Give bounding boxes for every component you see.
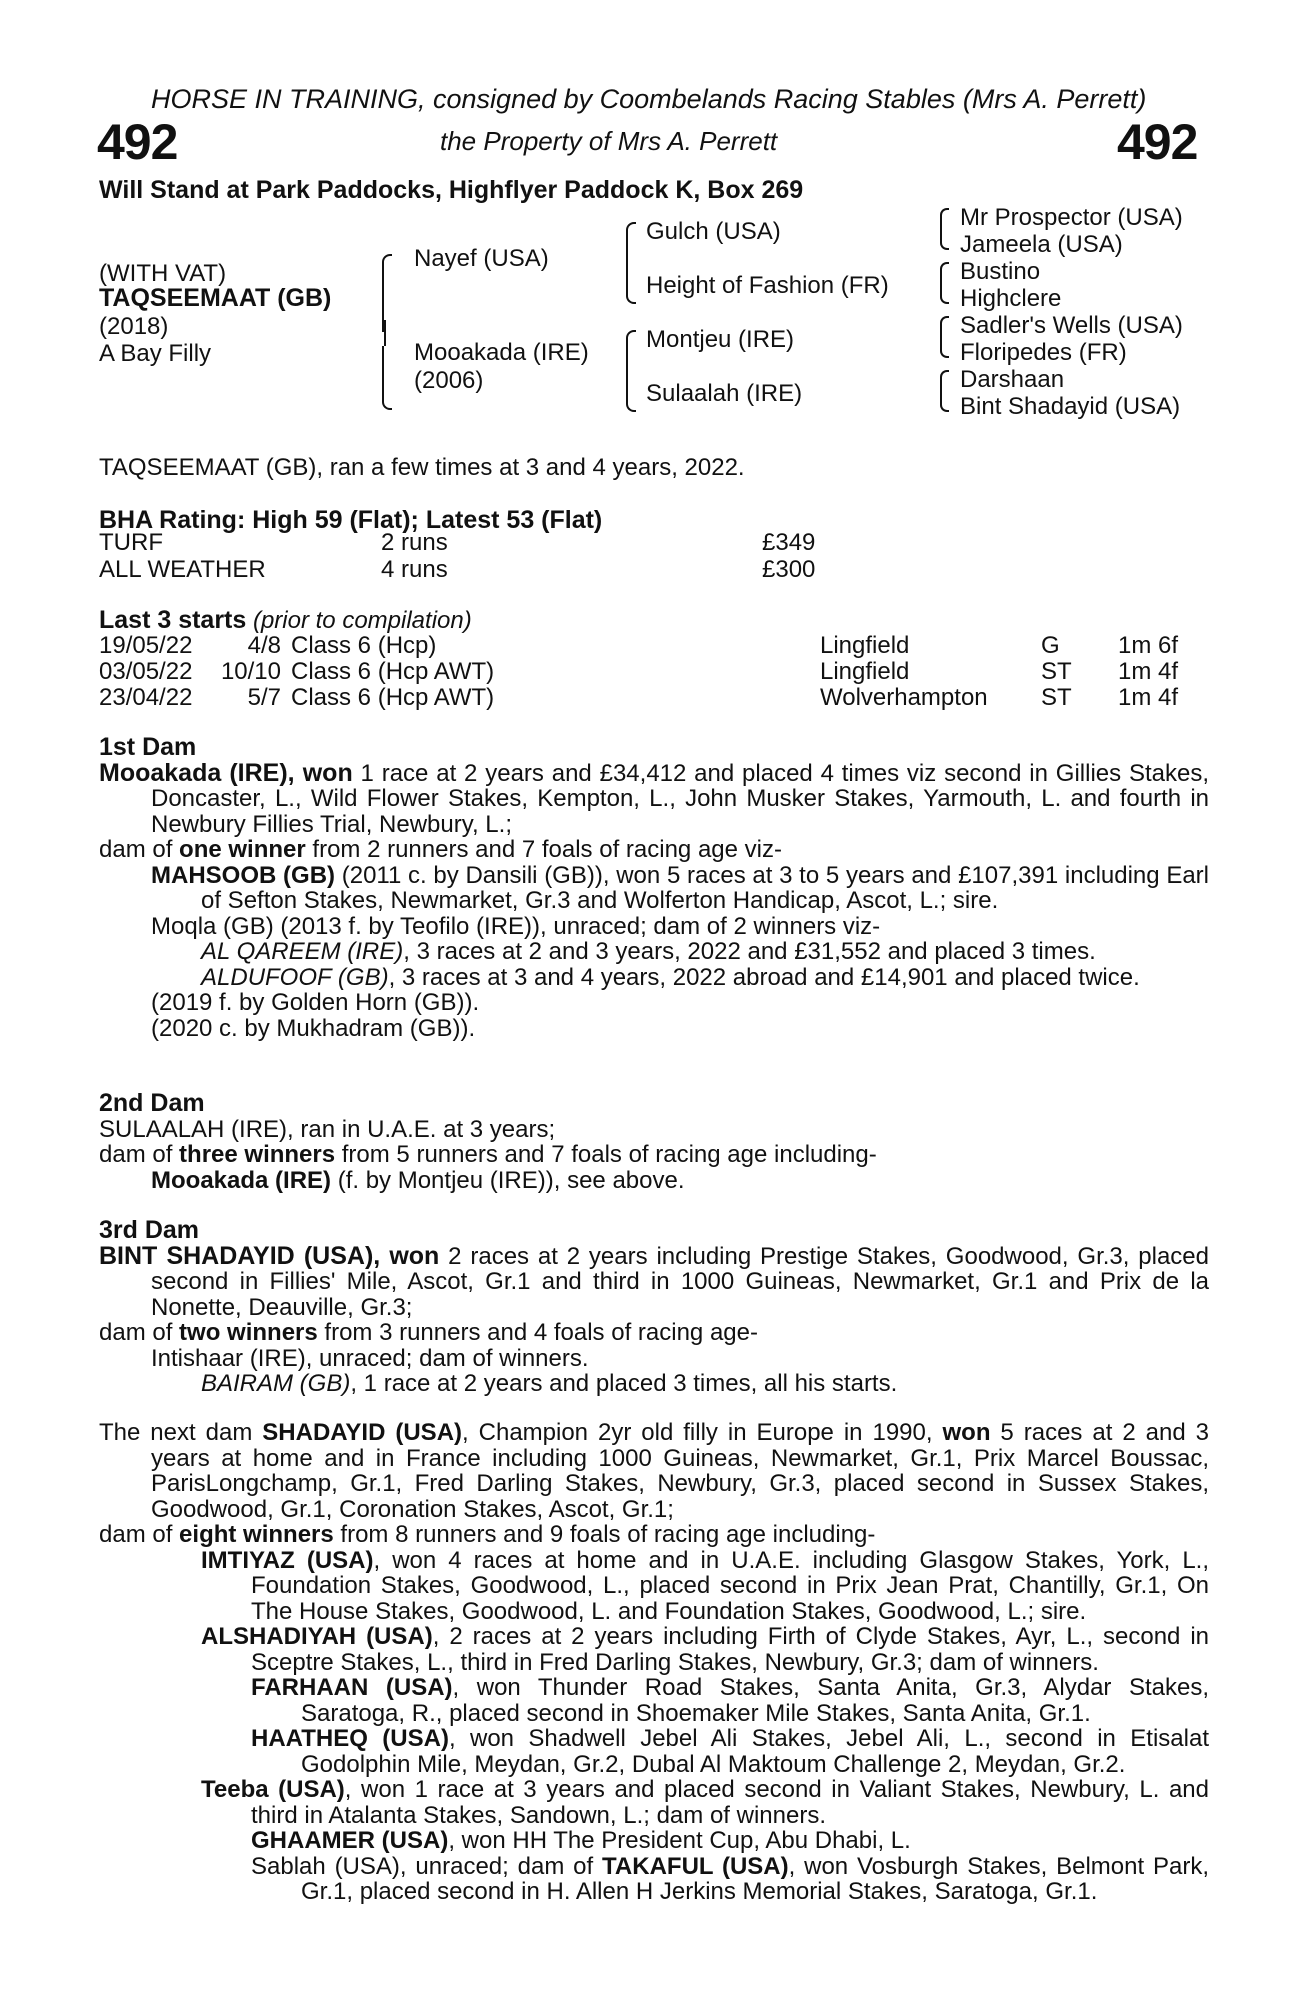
- winner-count: one winner: [179, 836, 306, 863]
- pedigree-g3-4: Highclere: [960, 285, 1062, 312]
- winner-count: eight winners: [179, 1521, 334, 1548]
- third-dam-heading: 3rd Dam: [99, 1216, 200, 1244]
- dam-name: SHADAYID (USA): [262, 1419, 463, 1446]
- brace-dam: [626, 330, 636, 412]
- produce-entry: [99, 939, 1209, 965]
- dam-name: BINT SHADAYID (USA), won: [99, 1241, 440, 1270]
- produce-name: GHAAMER (USA): [251, 1827, 449, 1854]
- produce-name: BAIRAM (GB): [201, 1370, 351, 1397]
- lot-number-left: 492: [97, 114, 178, 170]
- pedigree-g3-7: Darshaan: [960, 366, 1065, 393]
- pedigree-dam-year: (2006): [414, 367, 484, 394]
- produce-name: Teeba (USA): [201, 1776, 345, 1803]
- produce-entry: Intishaar (IRE), unraced; dam of winners.: [151, 1344, 589, 1372]
- produce-text: , won Shadwell Jebel Ali Stakes, Jebel Ali, L., second in Etisalat Godolphin Mile, Meydan, Gr.2, Dubal Al Maktoum Challenge 2, Meydan, Gr.2.: [301, 1725, 1209, 1778]
- produce-entry: [99, 1828, 1209, 1854]
- last-starts-note: (prior to compilation): [252, 607, 472, 634]
- text: , Champion 2yr old filly in Europe in 1990,: [462, 1419, 943, 1446]
- start-position: 4/8: [247, 632, 281, 659]
- first-dam-section: [99, 735, 1209, 1041]
- next-dam-produce-summary: [99, 1522, 1209, 1548]
- pedigree-dam-dam: Sulaalah (IRE): [646, 380, 803, 407]
- produce-text: (f. by Montjeu (IRE)), see above.: [331, 1166, 685, 1194]
- winner-count: two winners: [179, 1319, 318, 1346]
- start-course: Lingfield: [820, 658, 910, 685]
- next-dam-section: [99, 1420, 1209, 1905]
- text: from 3 runners and 4 foals of racing age-: [317, 1319, 758, 1346]
- bha-rating-title: BHA Rating: High 59 (Flat); Latest 53 (Flat): [99, 506, 603, 534]
- pedigree-g3-8: Bint Shadayid (USA): [960, 393, 1181, 420]
- brace-main-bottom: [382, 346, 392, 410]
- produce-entry: [99, 1854, 1209, 1905]
- produce-entry: [99, 1168, 1209, 1194]
- brace-g3-3: [940, 316, 949, 358]
- start-date: 03/05/22: [99, 658, 193, 685]
- produce-entry: [99, 1777, 1209, 1828]
- produce-name: ALDUFOOF (GB): [201, 963, 389, 991]
- produce-name: AL QAREEM (IRE): [201, 938, 404, 965]
- start-date: 23/04/22: [99, 684, 193, 711]
- second-dam-record: SULAALAH (IRE), ran in U.A.E. at 3 years;: [99, 1115, 556, 1143]
- text: dam of: [99, 1141, 180, 1168]
- produce-text: , won HH The President Cup, Abu Dhabi, L.: [448, 1827, 911, 1854]
- produce-entry: [99, 1726, 1209, 1777]
- produce-name: MAHSOOB (GB): [151, 861, 336, 889]
- stand-line: Will Stand at Park Paddocks, Highflyer Paddock K, Box 269: [99, 176, 804, 204]
- produce-text: (2011 c. by Dansili (GB)), won 5 races at 3 to 5 years and £107,391 including Earl of Sefton Stakes, Newmarket, Gr.3 and Wolferton Handicap, Ascot, L.; sire.: [201, 861, 1210, 914]
- produce-entry: Moqla (GB) (2013 f. by Teofilo (IRE)), unraced; dam of 2 winners viz-: [151, 912, 881, 940]
- produce-entry: (2019 f. by Golden Horn (GB)).: [151, 989, 480, 1016]
- pedigree-sire-sire: Gulch (USA): [646, 218, 781, 245]
- produce-name: Mooakada (IRE): [151, 1166, 332, 1194]
- produce-text: , 3 races at 3 and 4 years, 2022 abroad and £14,901 and placed twice.: [388, 963, 1140, 991]
- text: dam of: [99, 1521, 180, 1548]
- rating-runs: 4 runs: [381, 556, 448, 583]
- rating-surface: ALL WEATHER: [99, 556, 266, 583]
- pedigree-dam: Mooakada (IRE): [414, 339, 589, 366]
- start-class: Class 6 (Hcp): [291, 632, 437, 659]
- start-distance: 1m 6f: [1118, 632, 1179, 659]
- horse-year: (2018): [99, 313, 169, 340]
- pedigree-sire: Nayef (USA): [414, 245, 549, 272]
- produce-text: , won 1 race at 3 years and placed second in Valiant Stakes, Newbury, L. and third in Atalanta Stakes, Sandown, L.; dam of winners.: [251, 1776, 1210, 1829]
- dam-record-text: 1 race at 2 years and £34,412 and placed 4 times viz second in Gillies Stakes, Doncaster, L., Wild Flower Stakes, Kempton, L., John Musker Stakes, Yarmouth, L. and fourth in Newbury Fillies Trial, Newbury, L.;: [151, 759, 1209, 838]
- rating-prize: £300: [762, 556, 816, 583]
- rating-surface: TURF: [99, 529, 163, 556]
- dam-name: Mooakada (IRE), won: [99, 758, 353, 787]
- brace-g3-2: [940, 262, 949, 304]
- produce-text: , won 4 races at home and in U.A.E. including Glasgow Stakes, York, L., Foundation Stakes, Goodwood, L., placed second in Prix Jean Prat, Chantilly, Gr.1, On The House Stakes, Goodwood, L. and Foundation Stakes, Goodwood, L.; sire.: [251, 1546, 1210, 1625]
- pedigree-g3-3: Bustino: [960, 258, 1041, 285]
- start-course: Wolverhampton: [820, 684, 988, 711]
- last-starts-title: Last 3 starts: [99, 606, 247, 634]
- last-starts-heading: [99, 608, 472, 633]
- start-distance: 1m 4f: [1118, 684, 1179, 711]
- pedigree-g3-6: Floripedes (FR): [960, 339, 1127, 366]
- pedigree-g3-2: Jameela (USA): [960, 231, 1123, 258]
- next-dam-record: [99, 1420, 1209, 1522]
- horse-description: A Bay Filly: [99, 340, 212, 367]
- lot-number-right: 492: [1117, 114, 1198, 170]
- produce-text: , won Thunder Road Stakes, Santa Anita, Gr.3, Alydar Stakes, Saratoga, R., placed second in Shoemaker Mile Stakes, Santa Anita, Gr.1.: [301, 1674, 1209, 1727]
- brace-g3-4: [940, 370, 949, 412]
- first-dam-produce-summary: [99, 837, 1209, 863]
- vat-note: (WITH VAT): [99, 260, 227, 287]
- text: The next dam: [99, 1419, 263, 1446]
- start-position: 10/10: [220, 658, 281, 685]
- second-dam-produce-summary: [99, 1142, 1209, 1168]
- racing-summary: TAQSEEMAAT (GB), ran a few times at 3 and 4 years, 2022.: [99, 454, 745, 481]
- produce-name: IMTIYAZ (USA): [201, 1546, 374, 1574]
- produce-entry: [99, 965, 1209, 991]
- start-class: Class 6 (Hcp AWT): [291, 684, 495, 711]
- produce-entry: [99, 1624, 1209, 1675]
- start-going: G: [1041, 632, 1060, 659]
- text: dam of: [99, 1319, 180, 1346]
- produce-name: ALSHADIYAH (USA): [201, 1623, 433, 1650]
- pedigree-g3-5: Sadler's Wells (USA): [960, 312, 1183, 339]
- first-dam-heading: 1st Dam: [99, 733, 197, 761]
- produce-name: TAKAFUL (USA): [602, 1852, 789, 1880]
- winner-count: three winners: [179, 1141, 336, 1168]
- start-distance: 1m 4f: [1118, 658, 1179, 685]
- second-dam-heading: 2nd Dam: [99, 1089, 205, 1117]
- start-going: ST: [1041, 684, 1072, 711]
- pedigree-sire-dam: Height of Fashion (FR): [646, 272, 889, 299]
- rating-runs: 2 runs: [381, 529, 448, 556]
- text: won: [942, 1419, 991, 1446]
- produce-text: , 2 races at 2 years including Firth of Clyde Stakes, Ayr, L., second in Sceptre Stakes, L., third in Fred Darling Stakes, Newbury, Gr.3; dam of winners.: [251, 1623, 1210, 1676]
- produce-name: FARHAAN (USA): [251, 1674, 453, 1701]
- second-dam-section: [99, 1091, 1209, 1193]
- brace-sire: [626, 222, 636, 304]
- rating-prize: £349: [762, 529, 816, 556]
- pedigree-g3-1: Mr Prospector (USA): [960, 204, 1183, 231]
- produce-entry: [99, 1548, 1209, 1625]
- text: dam of: [99, 836, 180, 863]
- third-dam-record: [99, 1241, 1209, 1321]
- third-dam-produce-summary: [99, 1320, 1209, 1346]
- dam-record-text: 2 races at 2 years including Prestige Stakes, Goodwood, Gr.3, placed second in Fillies' Mile, Ascot, Gr.1 and third in 1000 Guineas, Newmarket, Gr.1 and Prix de la Nonette, Deauville, Gr.3;: [151, 1242, 1209, 1321]
- produce-entry: [99, 1675, 1209, 1726]
- produce-text: , 1 race at 2 years and placed 3 times, all his starts.: [350, 1370, 898, 1397]
- brace-main-point: [372, 320, 386, 346]
- start-course: Lingfield: [820, 632, 910, 659]
- property-line: the Property of Mrs A. Perrett: [440, 126, 778, 156]
- first-dam-record: [99, 758, 1209, 838]
- pedigree-dam-sire: Montjeu (IRE): [646, 326, 795, 353]
- produce-name: Sablah (USA), unraced; dam of: [251, 1852, 603, 1880]
- produce-entry: [99, 863, 1209, 914]
- horse-name: TAQSEEMAAT (GB): [99, 284, 332, 312]
- start-class: Class 6 (Hcp AWT): [291, 658, 495, 685]
- consignor-line: HORSE IN TRAINING, consigned by Coombelands Racing Stables (Mrs A. Perrett): [151, 84, 1147, 114]
- produce-entry: [99, 1371, 1209, 1397]
- text: from 8 runners and 9 foals of racing age including-: [333, 1521, 876, 1548]
- produce-text: , won Vosburgh Stakes, Belmont Park, Gr.1, placed second in H. Allen H Jerkins Memorial Stakes, Saratoga, Gr.1.: [301, 1852, 1210, 1905]
- text: from 5 runners and 7 foals of racing age including-: [335, 1141, 877, 1168]
- brace-g3-1: [940, 208, 949, 250]
- produce-name: HAATHEQ (USA): [251, 1725, 449, 1752]
- start-date: 19/05/22: [99, 632, 193, 659]
- produce-entry: (2020 c. by Mukhadram (GB)).: [151, 1014, 476, 1042]
- third-dam-section: [99, 1218, 1209, 1397]
- text: from 2 runners and 7 foals of racing age viz-: [305, 836, 782, 863]
- start-position: 5/7: [247, 684, 281, 711]
- produce-text: , 3 races at 2 and 3 years, 2022 and £31,552 and placed 3 times.: [403, 938, 1096, 965]
- text: 5 races at 2 and 3 years at home and in France including 1000 Guineas, Newmarket, Gr.1, Prix Marcel Boussac, ParisLongchamp, Gr.1, Fred Darling Stakes, Newbury, Gr.3, placed second in Sussex Stakes, Goodwood, Gr.1, Coronation Stakes, Ascot, Gr.1;: [151, 1419, 1209, 1523]
- start-going: ST: [1041, 658, 1072, 685]
